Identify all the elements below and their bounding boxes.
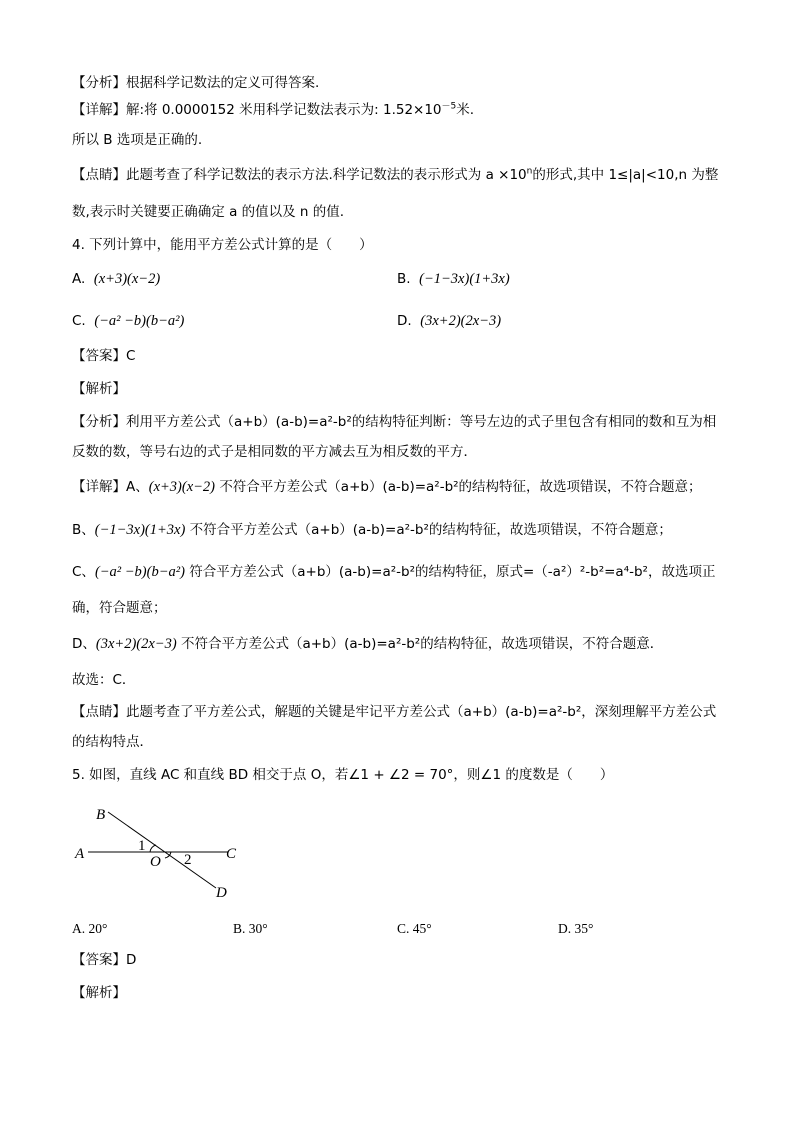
- line-bd: [108, 812, 216, 888]
- q5-answer: [72, 951, 136, 969]
- detail-c: [72, 563, 715, 581]
- comment-line-3: [72, 703, 716, 721]
- q4-option-c: [72, 312, 184, 330]
- q4-jiexi: [72, 380, 126, 398]
- angle-1-arc: [150, 845, 156, 852]
- analysis-line: [72, 74, 319, 92]
- question-4: [72, 236, 373, 254]
- section-label: 【解析】: [72, 985, 126, 1001]
- text: 数,表示时关键要正确确定 a 的值以及 n 的值.: [72, 204, 345, 220]
- q5-jiexi: [72, 984, 126, 1002]
- exponent: －5: [441, 101, 457, 112]
- text: 【分析】利用平方差公式（a+b）(a-b)=a²-b²的结构特征判断：等号左边的式子里包含有相同的数和互为相: [72, 414, 717, 430]
- q4-answer: [72, 347, 135, 365]
- text: 符合平方差公式（a+b）(a-b)=a²-b²的结构特征，原式=（-a²）²-b²=a⁴-b²，故选项正: [189, 564, 716, 580]
- answer-text: 【答案】D: [72, 952, 137, 968]
- option-expression: (−a² −b)(b−a²): [94, 313, 185, 329]
- comment-line-2: [72, 203, 344, 221]
- label-angle-2: 2: [184, 852, 192, 868]
- comment-line: [72, 166, 718, 184]
- text: 米.: [456, 102, 475, 118]
- option-expression: (x+3)(x−2): [93, 271, 161, 287]
- detail-a: [72, 478, 702, 496]
- text: 所以 B 选项是正确的.: [72, 132, 203, 148]
- detail-b: [72, 521, 672, 539]
- label-angle-1: 1: [138, 838, 146, 854]
- expression: (x+3)(x−2): [148, 479, 216, 495]
- intersecting-lines-figure: [70, 800, 250, 900]
- option-label: D.: [397, 313, 412, 329]
- q5-option-a: A. 20°: [72, 921, 108, 936]
- detail-c-2: [72, 599, 167, 617]
- text: 的结构特点．: [72, 734, 153, 750]
- label-b: B: [96, 807, 106, 823]
- comment-line-4: [72, 733, 153, 751]
- text: 【点睛】此题考查了平方差公式，解题的关键是牢记平方差公式（a+b）(a-b)=a²-b²，深刻理解平方差公式: [72, 704, 717, 720]
- text: 反数的数，等号右边的式子是相同数的平方减去互为相反数的平方．: [72, 444, 477, 460]
- option-label: A.: [72, 271, 86, 287]
- label-a: A: [75, 846, 85, 862]
- label-o: O: [150, 854, 161, 870]
- text: 的形式,其中 1≤|a|<10,n 为整: [532, 167, 719, 183]
- detail-line: [72, 101, 474, 119]
- expression: (−1−3x)(1+3x): [94, 522, 186, 538]
- option-expression: (−1−3x)(1+3x): [419, 271, 510, 287]
- text: 【分析】根据科学记数法的定义可得答案.: [72, 75, 320, 91]
- option-label: C.: [72, 313, 86, 329]
- expression: (3x+2)(2x−3): [95, 636, 177, 652]
- option-expression: (3x+2)(2x−3): [420, 313, 502, 329]
- text: B、: [72, 522, 95, 538]
- analysis-line-2: [72, 443, 477, 461]
- text: 【详解】解:将 0.0000152 米用科学记数法表示为: 1.52×10: [72, 102, 442, 118]
- q4-option-a: [72, 270, 160, 288]
- q4-option-d: [397, 312, 501, 330]
- text: C、: [72, 564, 95, 580]
- text: 不符合平方差公式（a+b）(a-b)=a²-b²的结构特征，故选项错误，不符合题意；: [219, 479, 702, 495]
- text: 不符合平方差公式（a+b）(a-b)=a²-b²的结构特征，故选项错误，不符合题意．: [180, 636, 664, 652]
- detail-d: [72, 635, 663, 653]
- choose-line: [72, 671, 135, 689]
- text: 【点睛】此题考查了科学记数法的表示方法.科学记数法的表示形式为 a ×10: [72, 167, 527, 183]
- analysis-line-1: [72, 413, 716, 431]
- q5-option-b: B. 30°: [233, 921, 268, 936]
- question-text: 4. 下列计算中，能用平方差公式计算的是（ ）: [72, 237, 373, 253]
- label-c: C: [226, 846, 237, 862]
- text: D、: [72, 636, 96, 652]
- q5-option-c: C. 45°: [397, 921, 432, 936]
- question-text: 5. 如图，直线 AC 和直线 BD 相交于点 O，若∠1 + ∠2 = 70°，则∠1 的度数是（ ）: [72, 767, 614, 783]
- q5-option-d: D. 35°: [558, 921, 594, 936]
- exponent: n: [526, 166, 533, 177]
- conclusion-line: [72, 131, 202, 149]
- option-label: B.: [397, 271, 411, 287]
- section-label: 【解析】: [72, 381, 126, 397]
- q4-option-b: [397, 270, 510, 288]
- expression: (−a² −b)(b−a²): [94, 564, 185, 580]
- text: 不符合平方差公式（a+b）(a-b)=a²-b²的结构特征，故选项错误，不符合题意；: [189, 522, 672, 538]
- text: 【详解】A、: [72, 479, 149, 495]
- text: 故选：C．: [72, 672, 136, 688]
- question-5: [72, 766, 613, 784]
- text: 确，符合题意；: [72, 600, 167, 616]
- label-d: D: [216, 885, 227, 900]
- answer-text: 【答案】C: [72, 348, 136, 364]
